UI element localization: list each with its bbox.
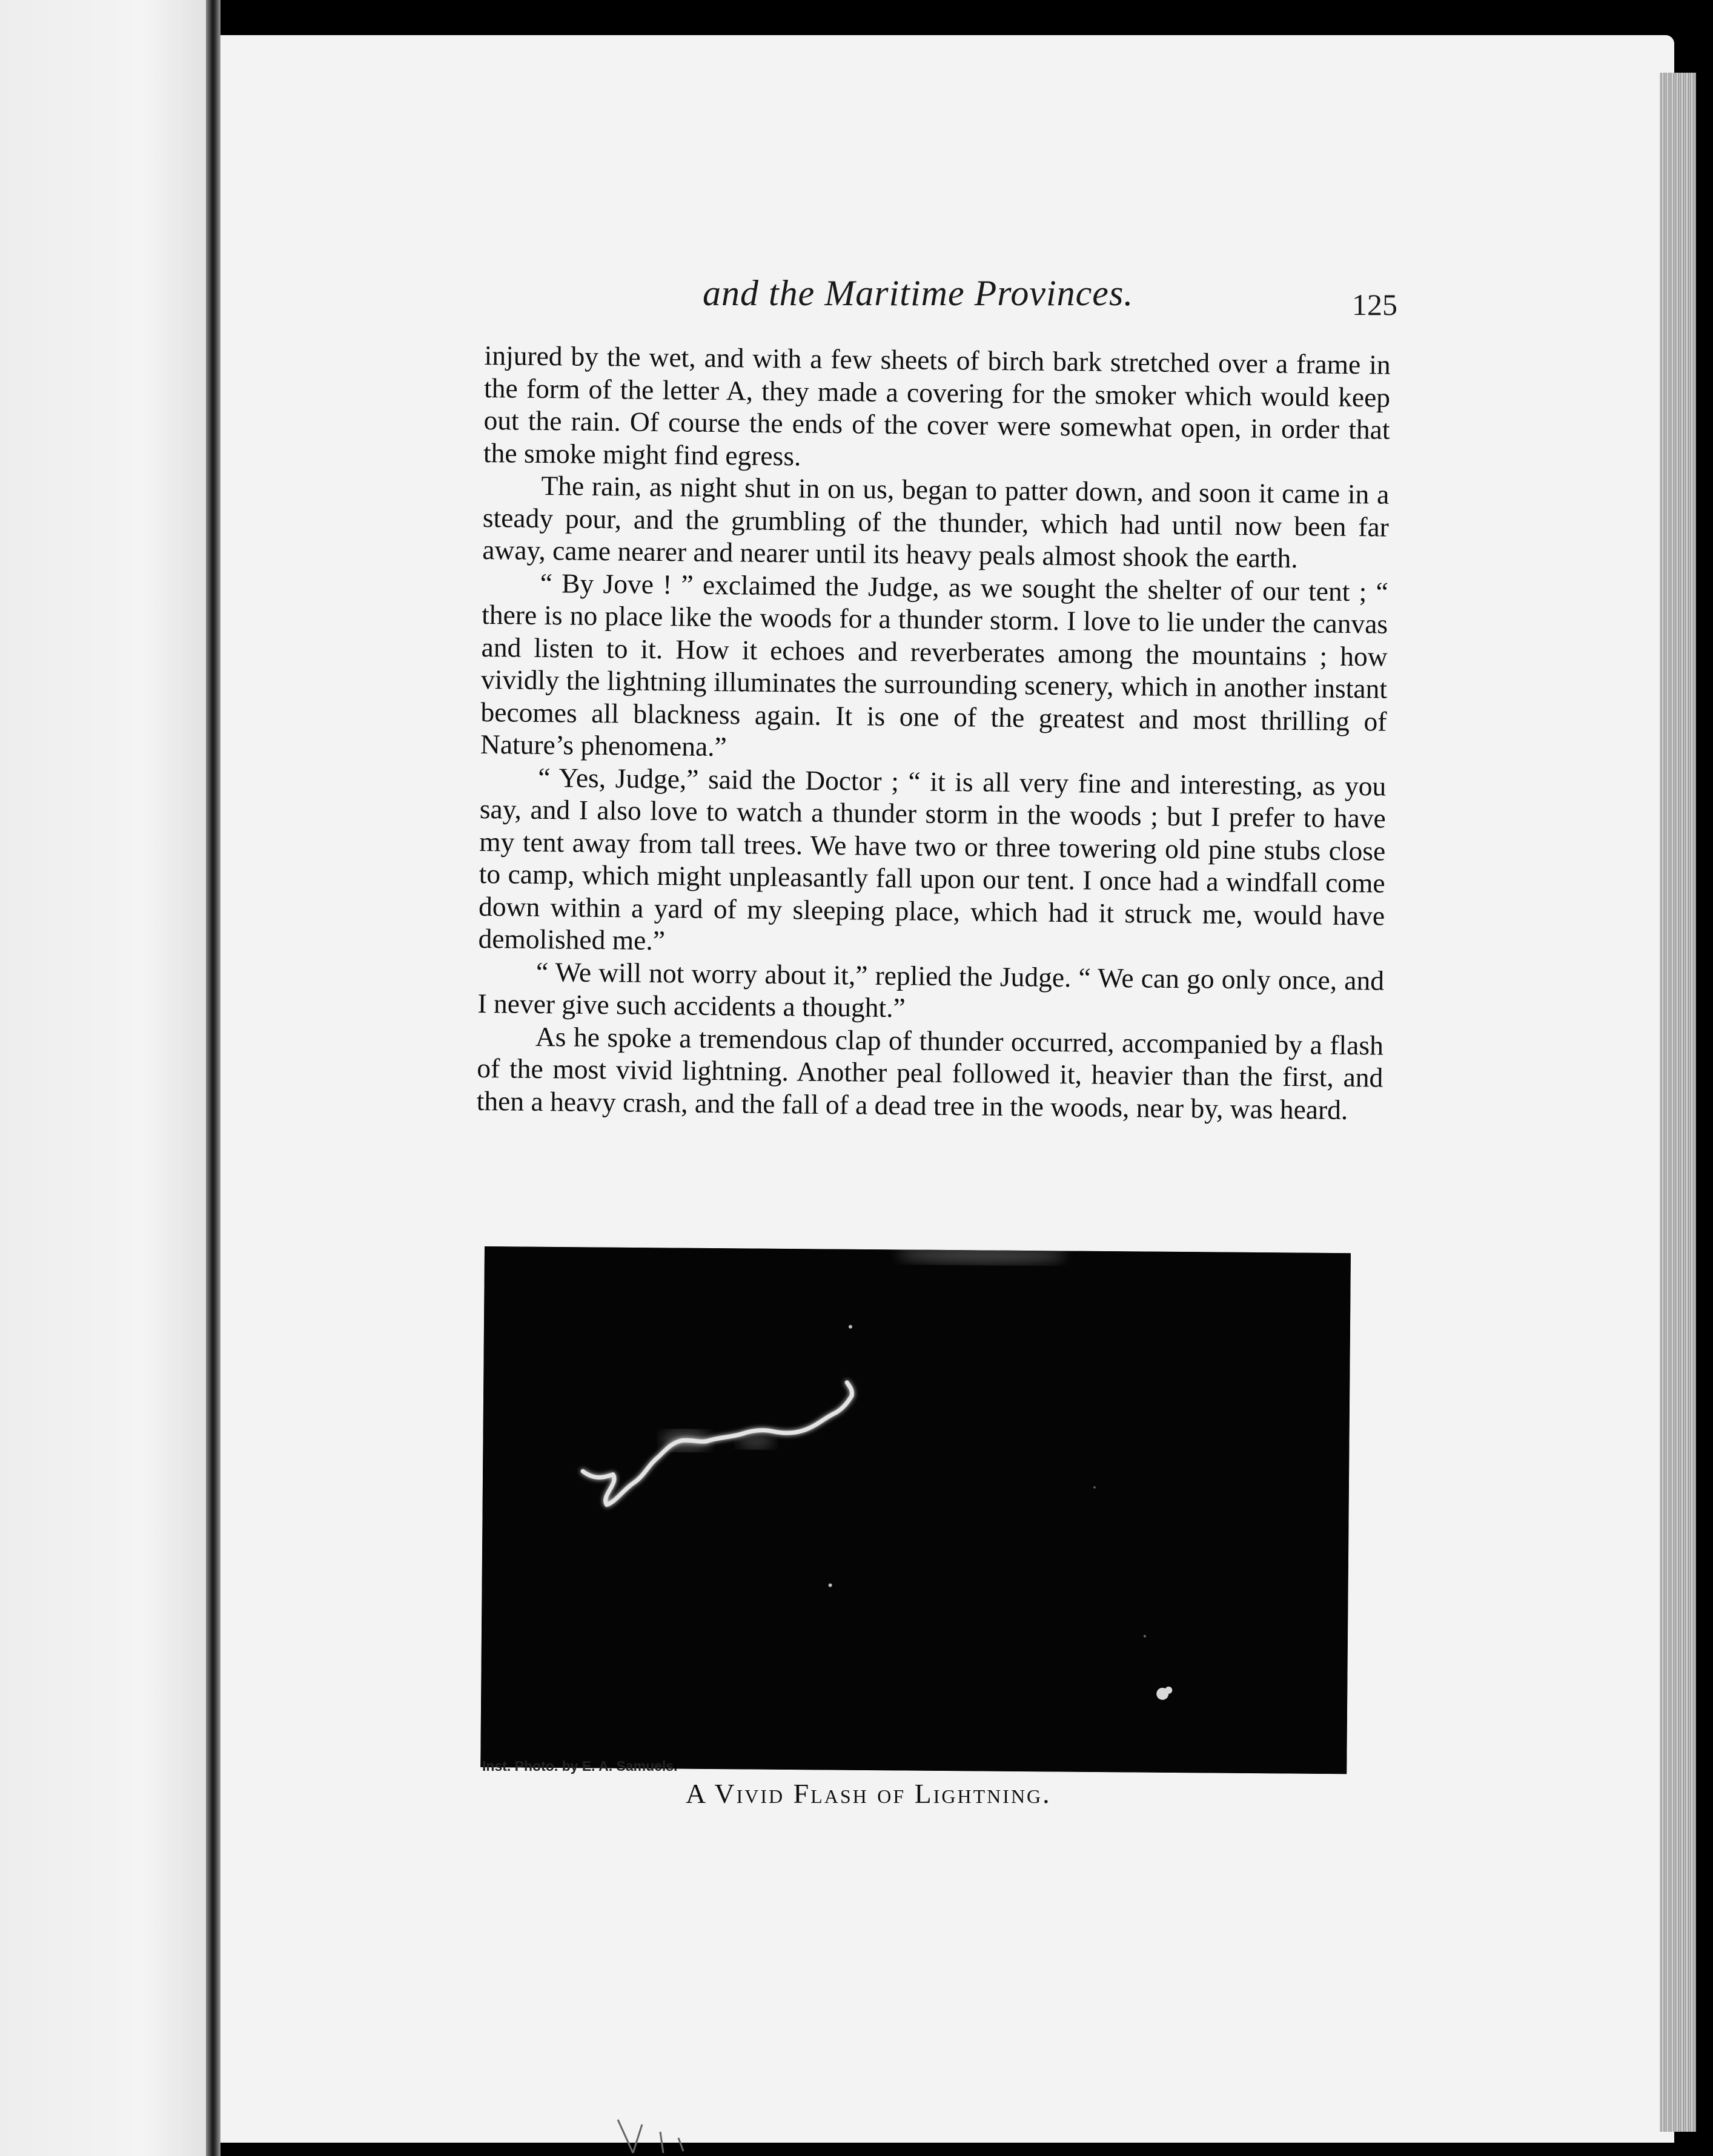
figure-caption: A Vivid Flash of Lightning.: [686, 1778, 1052, 1809]
paragraph: “ By Jove ! ” exclaimed the Judge, as we sought the shelter of our tent ; “ there is no place like the woods for a thunder storm. I love to lie under the canvas and listen to it. How it echoes and reverberates among the mountains ; how vividly the lightning illuminates the surrounding scenery, which in another instant becomes all blackness again. It is one of the greatest and most thrilling of Nature’s phenomena.”: [480, 567, 1388, 762]
page-edges: [1660, 73, 1696, 2132]
book-gutter: [206, 0, 220, 2156]
photo-credit: Inst. Photo. by E. A. Samuels.: [482, 1758, 678, 1774]
paragraph: “ Yes, Judge,” said the Doctor ; “ it is all very fine and interesting, as you say, and I also love to watch a thunder storm in the woods ; but I prefer to have my tent away from tall trees. We have two or three towering old pine stubs close to camp, which might unpleasantly fall upon our tent. I once had a windfall come down within a yard of my sleeping place, which had it struck me, would have demolished me.”: [478, 761, 1387, 956]
bottom-scan-marks: [606, 2114, 763, 2156]
paragraph: As he spoke a tremendous clap of thunder occurred, accompanied by a flash of the most vivid lightning. Another peal followed it, heavier than the first, and then a heavy crash, and the fall of a dead tree in the woods, near by, was heard.: [476, 1020, 1384, 1125]
paragraph: “ We will not worry about it,” replied the Judge. “ We can go only once, and I never give such accidents a thought.”: [477, 956, 1385, 1023]
running-head: and the Maritime Provinces.: [703, 273, 1134, 313]
lightning-photograph: [480, 1246, 1351, 1774]
body-text: [477, 339, 1391, 1126]
page-number: 125: [1352, 288, 1397, 322]
paragraph: The rain, as night shut in on us, began to patter down, and soon it came in a steady pour, and the grumbling of the thunder, which had until now been far away, came nearer and nearer until its heavy peals almost shook the earth.: [482, 469, 1390, 574]
paragraph: injured by the wet, and with a few sheets of birch bark stretched over a frame in the form of the letter A, they made a covering for the smoker which would keep out the rain. Of course the ends of the cover were somewhat open, in order that the smoke might find egress.: [483, 339, 1391, 471]
left-facing-page: [0, 0, 206, 2156]
